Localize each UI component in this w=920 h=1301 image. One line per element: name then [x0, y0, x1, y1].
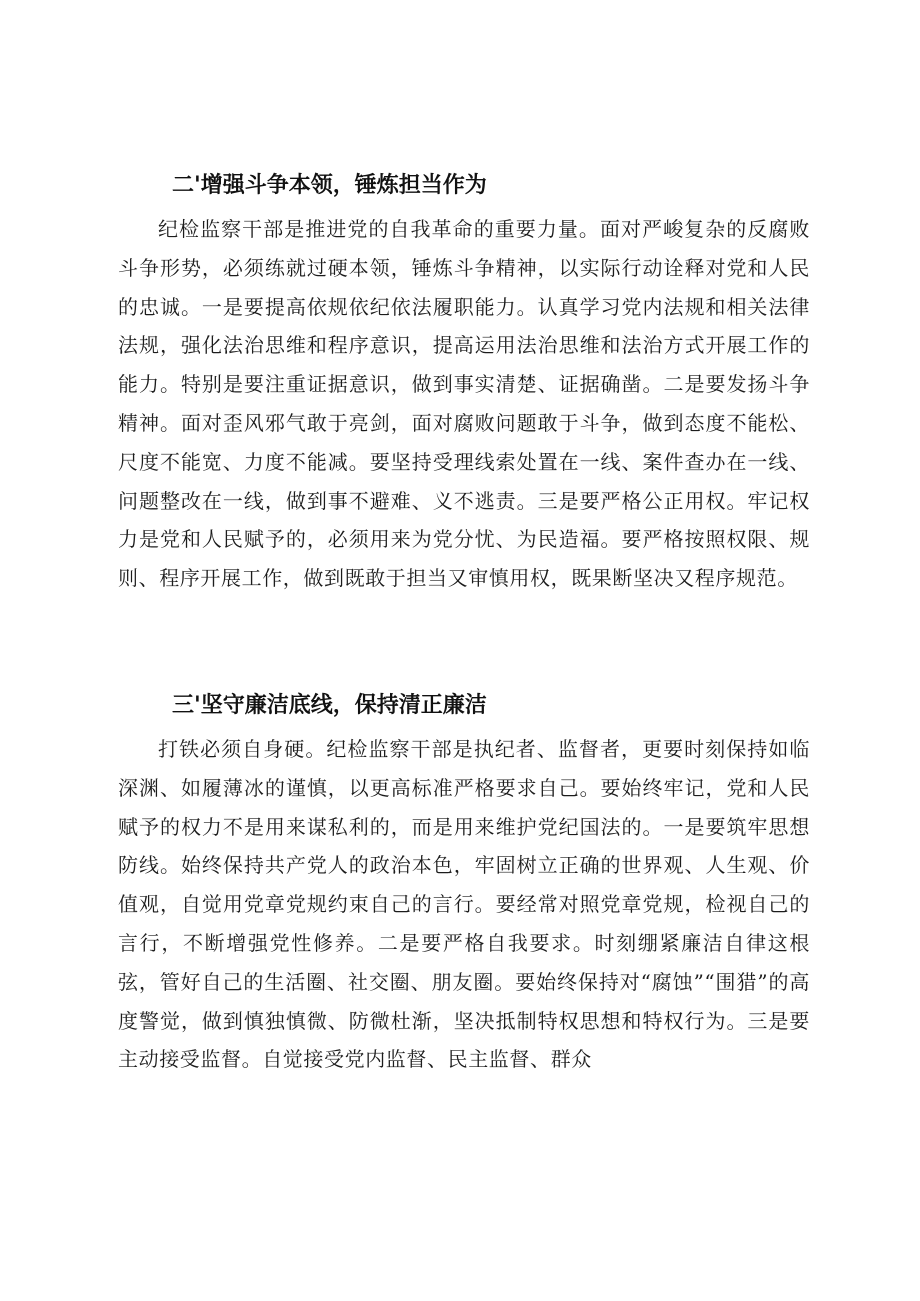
section-heading-3: 三'坚守廉洁底线，保持清正廉洁 [172, 693, 487, 718]
section-body-2: 纪检监察干部是推进党的自我革命的重要力量。面对严峻复杂的反腐败斗争形势，必须练就过硬本领，锤炼斗争精神，以实际行动诠释对党和人民的忠诚。一是要提高依规依纪依法履职能力。认真学习党内法规和相关法律法规，强化法治思维和程序意识，提高运用法治思维和法治方式开展工作的能力。特别是要注重证据意识，做到事实清楚、证据确凿。二是要发扬斗争精神。面对歪风邪气敢于亮剑，面对腐败问题敢于斗争，做到态度不能松、尺度不能宽、力度不能减。要坚持受理线索处置在一线、案件查办在一线、问题整改在一线，做到事不避难、义不逃责。三是要严格公正用权。牢记权力是党和人民赋予的，必须用来为党分忧、为民造福。要严格按照权限、规则、程序开展工作，做到既敢于担当又审慎用权，既果断坚决又程序规范。 [118, 217, 810, 591]
section-body-3: 打铁必须自身硬。纪检监察干部是执纪者、监督者，更要时刻保持如临深渊、如履薄冰的谨慎，以更高标准严格要求自己。要始终牢记，党和人民赋予的权力不是用来谋私利的，而是用来维护党纪国法的。一是要筑牢思想防线。始终保持共产党人的政治本色，牢固树立正确的世界观、人生观、价值观，自觉用党章党规约束自己的言行。要经常对照党章党规，检视自己的言行，不断增强党性修养。二是要严格自我要求。时刻绷紧廉洁自律这根弦，管好自己的生活圈、社交圈、朋友圈。要始终保持对“腐蚀”“围猎”的高度警觉，做到慎独慎微、防微杜渐，坚决抵制特权思想和特权行为。三是要主动接受监督。自觉接受党内监督、民主监督、群众 [118, 737, 810, 1072]
section-heading-2: 二'增强斗争本领，锤炼担当作为 [172, 173, 487, 198]
